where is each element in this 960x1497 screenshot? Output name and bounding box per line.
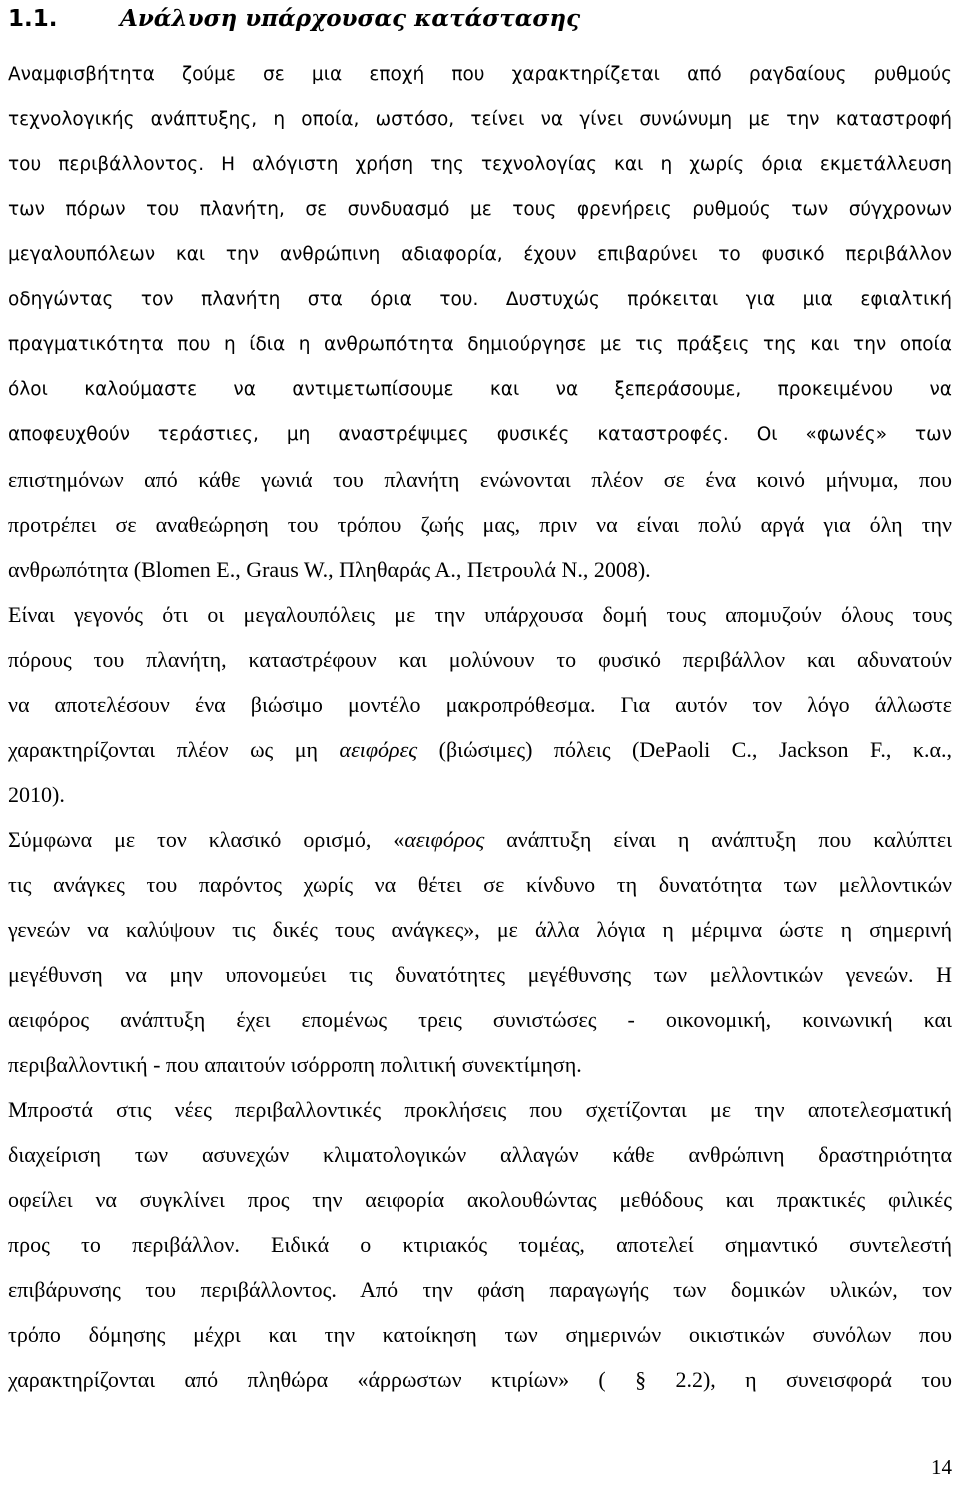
- text-line: ανθρωπότητα (Blomen E., Graus W., Πληθαράς Α., Πετρουλά Ν., 2008).: [8, 557, 651, 582]
- text-line: πραγματικότητα που η ίδια η ανθρωπότητα δημιούργησε με τις πράξεις της και την οποία: [8, 334, 952, 355]
- text-line: [8, 727, 952, 772]
- text-line: τρόπο δόμησης μέχρι και την κατοίκηση των σημερινών οικιστικών συνόλων που: [8, 1322, 952, 1347]
- text-line: τεχνολογικής ανάπτυξης, η οποία, ωστόσο, τείνει να γίνει συνώνυμη με την καταστροφή: [8, 109, 952, 130]
- text-line: προτρέπει σε αναθεώρηση του τρόπου ζωής μας, πριν να είναι πολύ αργά για όλη την: [8, 512, 952, 537]
- italic-term: αειφόρος: [404, 827, 485, 852]
- text-line: τις ανάγκες του παρόντος χωρίς να θέτει σε κίνδυνο τη δυνατότητα των μελλοντικών: [8, 872, 952, 897]
- text-line: χαρακτηρίζονται από πληθώρα «άρρωστων κτιρίων» ( § 2.2), η συνεισφορά του: [8, 1367, 952, 1392]
- text-line: μεγαλουπόλεων και την ανθρώπινη αδιαφορία, έχουν επιβαρύνει το φυσικό περιβάλλον: [8, 244, 952, 265]
- text-line: αειφόρος ανάπτυξη έχει επομένως τρεις συνιστώσες - οικονομική, κοινωνική και: [8, 1007, 952, 1032]
- text-line: επιστημόνων από κάθε γωνιά του πλανήτη ενώνονται πλέον σε ένα κοινό μήνυμα, που: [8, 467, 952, 492]
- text-line: οδηγώντας τον πλανήτη στα όρια του. Δυστυχώς πρόκειται για μια εφιαλτική: [8, 289, 952, 310]
- text-line: περιβαλλοντική - που απαιτούν ισόρροπη πολιτική συνεκτίμηση.: [8, 1052, 582, 1077]
- section-number: 1.1.: [8, 6, 58, 32]
- text-line: να αποτελέσουν ένα βιώσιμο μοντέλο μακροπρόθεσμα. Για αυτόν τον λόγο άλλωστε: [8, 692, 952, 717]
- body-text: [8, 52, 952, 1402]
- text-line: Είναι γεγονός ότι οι μεγαλουπόλεις με την υπάρχουσα δομή τους απομυζούν όλους τους: [8, 602, 952, 627]
- text-line: γενεών να καλύψουν τις δικές τους ανάγκες», με άλλα λόγια η μέριμνα ώστε η σημερινή: [8, 917, 952, 942]
- text-line: μεγέθυνση να μην υπονομεύει τις δυνατότητες μεγέθυνσης των μελλοντικών γενεών. Η: [8, 962, 952, 987]
- section-title: Ανάλυση υπάρχουσας κατάστασης: [120, 5, 581, 32]
- text-segment: (βιώσιμες) πόλεις (DePaoli C., Jackson F., κ.α.,: [417, 737, 953, 762]
- text-line: επιβάρυνσης του περιβάλλοντος. Από την φάση παραγωγής των δομικών υλικών, τον: [8, 1277, 952, 1302]
- text-line: πόρους του πλανήτη, καταστρέφουν και μολύνουν το φυσικό περιβάλλον και αδυνατούν: [8, 647, 952, 672]
- text-line: οφείλει να συγκλίνει προς την αειφορία ακολουθώντας μεθόδους και πρακτικές φιλικές: [8, 1187, 952, 1212]
- page-number: 14: [931, 1455, 952, 1479]
- text-line: Μπροστά στις νέες περιβαλλοντικές προκλήσεις που σχετίζονται με την αποτελεσματική: [8, 1097, 952, 1122]
- italic-term: αειφόρες: [339, 737, 418, 762]
- text-segment: Σύμφωνα με τον κλασικό ορισμό, «: [8, 827, 405, 852]
- text-line: [8, 817, 952, 862]
- text-line: όλοι καλούμαστε να αντιμετωπίσουμε και να ξεπεράσουμε, προκειμένου να: [8, 379, 952, 400]
- text-line: διαχείριση των ασυνεχών κλιματολογικών αλλαγών κάθε ανθρώπινη δραστηριότητα: [8, 1142, 952, 1167]
- text-segment: χαρακτηρίζονται πλέον ως μη: [8, 737, 340, 762]
- text-segment: ανάπτυξη είναι η ανάπτυξη που καλύπτει: [484, 827, 952, 852]
- text-line: των πόρων του πλανήτη, σε συνδυασμό με τους φρενήρεις ρυθμούς των σύγχρονων: [8, 199, 952, 220]
- section-heading: [8, 2, 952, 36]
- text-line: Αναμφισβήτητα ζούμε σε μια εποχή που χαρακτηρίζεται από ραγδαίους ρυθμούς: [8, 64, 952, 85]
- text-line: αποφευχθούν τεράστιες, μη αναστρέψιμες φυσικές καταστροφές. Οι «φωνές» των: [8, 424, 952, 445]
- text-line: 2010).: [8, 782, 65, 807]
- text-line: του περιβάλλοντος. Η αλόγιστη χρήση της τεχνολογίας και η χωρίς όρια εκμετάλλευση: [8, 154, 952, 175]
- text-line: προς το περιβάλλον. Ειδικά ο κτιριακός τομέας, αποτελεί σημαντικό συντελεστή: [8, 1232, 952, 1257]
